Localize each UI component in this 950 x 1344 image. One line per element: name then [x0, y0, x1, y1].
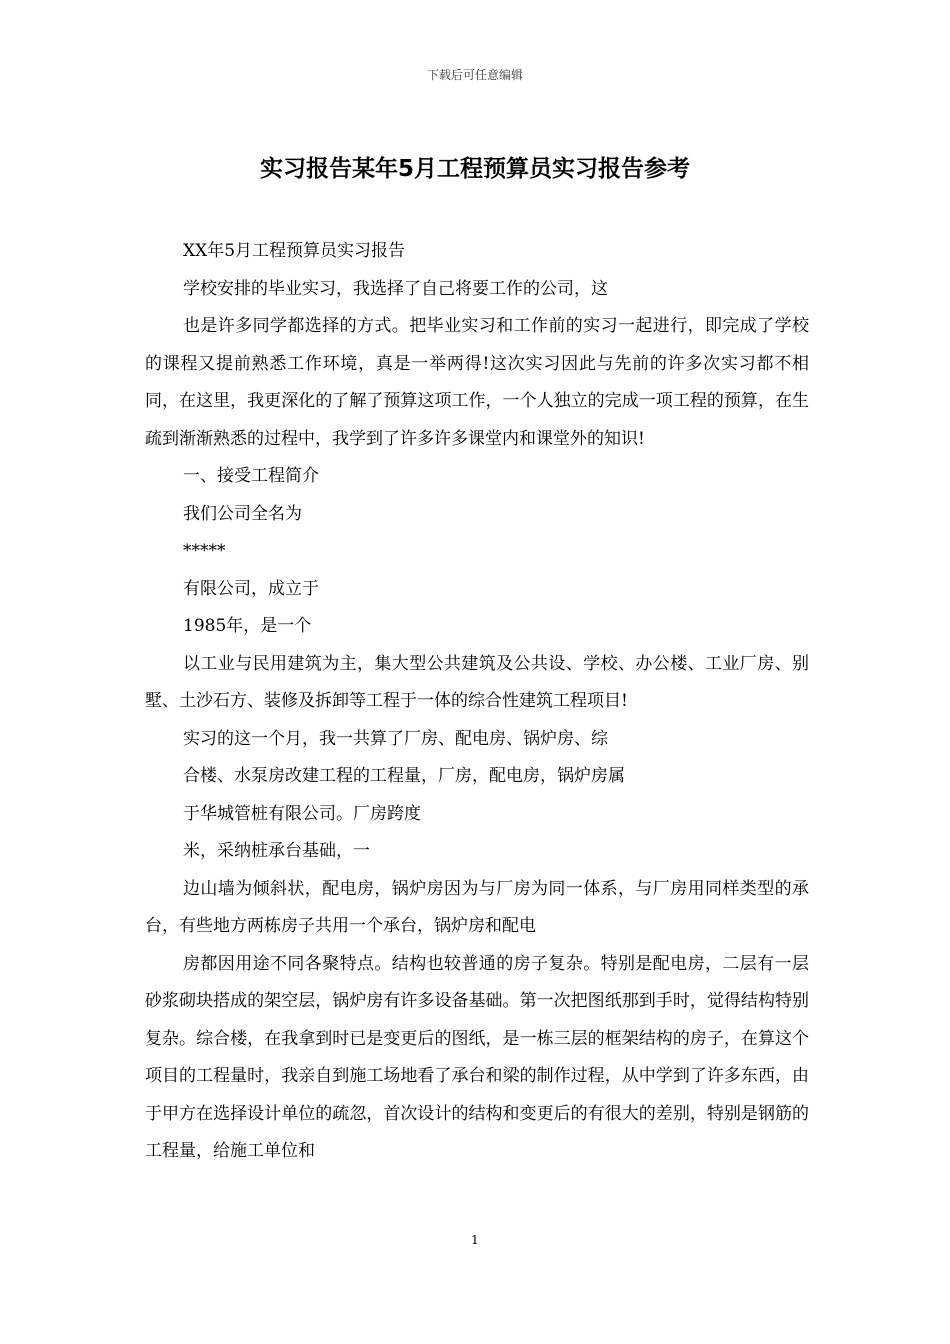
- document-title: 实习报告某年5月工程预算员实习报告参考: [259, 156, 690, 182]
- paragraph: 一、接受工程简介: [183, 466, 319, 486]
- paragraph: 米，采纳桩承台基础，一: [183, 841, 370, 861]
- paragraph: 学校安排的毕业实习，我选择了自己将要工作的公司，这: [183, 278, 608, 299]
- paragraph: 房都因用途不同各聚特点。结构也较普通的房子复杂。特别是配电房，二层有一层砂浆砌块搭成的架空层，锅炉房有许多设备基础。第一次把图纸那到手时，觉得结构特别复杂。综合楼，在我拿到时已是变更后的图纸，是一栋三层的框架结构的房子，在算这个项目的工程量时，我亲自到施工场地看了承台和梁的制作过程，从中学到了许多东西，由于甲方在选择设计单位的疏忽，首次设计的结构和变更后的有很大的差别，特别是钢筋的工程量，给施工单位和: [145, 953, 809, 1161]
- page-header-note: 下载后可任意编辑: [426, 68, 523, 82]
- document-body: [145, 233, 809, 1171]
- paragraph: *****: [183, 541, 226, 561]
- paragraph: 1985年，是一个: [183, 616, 312, 636]
- paragraph: 有限公司，成立于: [183, 578, 319, 599]
- paragraph: 也是许多同学都选择的方式。把毕业实习和工作前的实习一起进行，即完成了学校的课程又提前熟悉工作环境，真是一举两得!这次实习因此与先前的许多次实习都不相同，在这里，我更深化的了解了预算这项工作，一个人独立的完成一项工程的预算，在生疏到渐渐熟悉的过程中，我学到了许多许多课堂内和课堂外的知识!: [145, 316, 809, 449]
- paragraph: 我们公司全名为: [183, 503, 302, 524]
- paragraph: 实习的这一个月，我一共算了厂房、配电房、锅炉房、综: [183, 728, 608, 749]
- page-number: 1: [471, 1233, 479, 1247]
- paragraph: 以工业与民用建筑为主，集大型公共建筑及公共设、学校、办公楼、工业厂房、别墅、土沙石方、装修及拆卸等工程于一体的综合性建筑工程项目!: [145, 653, 809, 711]
- paragraph: 于华城管桩有限公司。厂房跨度: [183, 803, 421, 824]
- paragraph: 合楼、水泵房改建工程的工程量，厂房，配电房，锅炉房属: [183, 766, 625, 786]
- paragraph: XX年5月工程预算员实习报告: [183, 241, 406, 261]
- paragraph: 边山墙为倾斜状，配电房，锅炉房因为与厂房为同一体系，与厂房用同样类型的承台，有些地方两栋房子共用一个承台，锅炉房和配电: [145, 878, 809, 936]
